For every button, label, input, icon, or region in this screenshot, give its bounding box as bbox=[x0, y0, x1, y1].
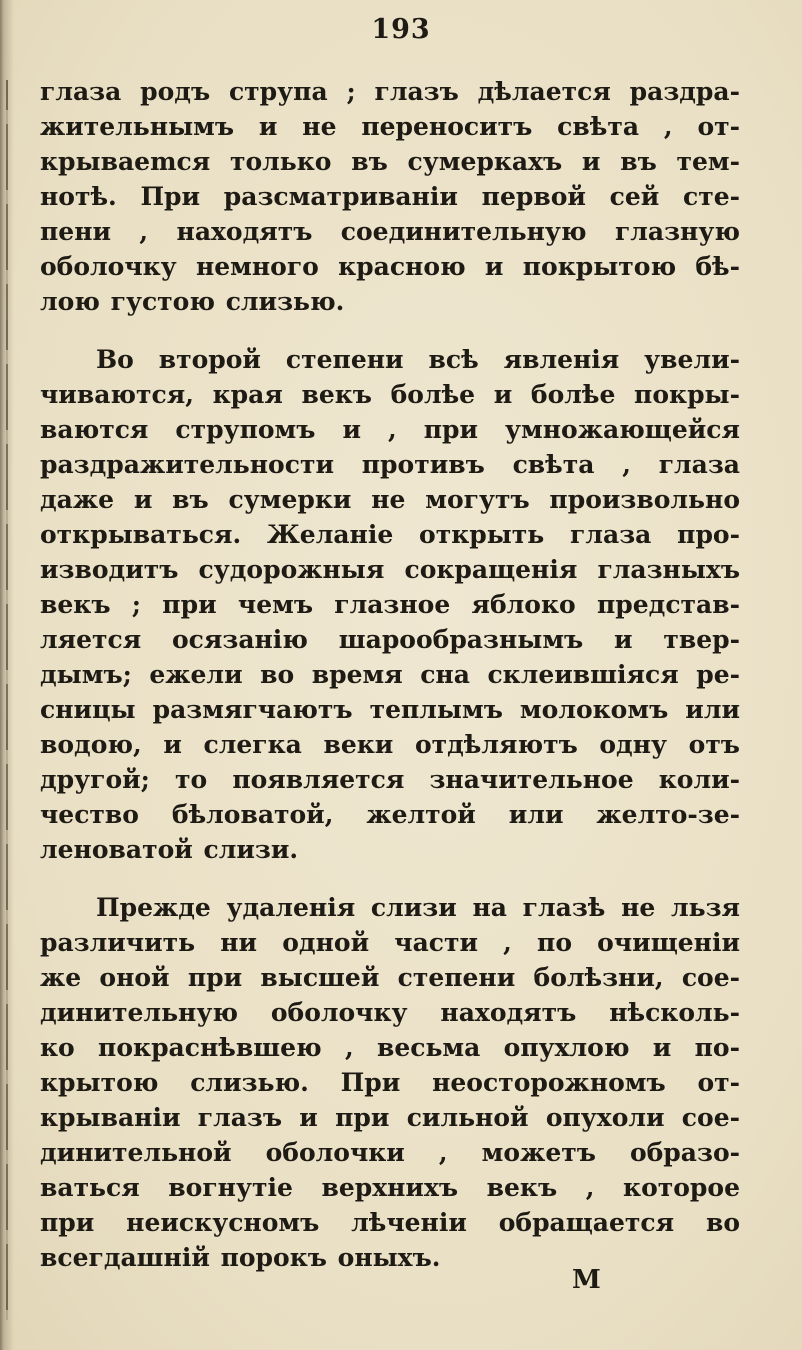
text-line: крытою слизью. При неосторожномъ от- bbox=[40, 1068, 740, 1097]
page-number: 193 bbox=[371, 14, 431, 45]
paragraph-gap bbox=[40, 319, 740, 342]
text-line: другой; то появляется значительное коли- bbox=[40, 765, 740, 794]
text-line: динительную оболочку находятъ нѣсколь- bbox=[40, 998, 740, 1027]
text-line: изводитъ судорожныя сокращенiя глазныхъ bbox=[40, 555, 740, 584]
paragraph-1 bbox=[40, 74, 740, 319]
text-line: чиваются, края векъ болѣе и болѣе покры- bbox=[40, 380, 740, 409]
text-line: ваться вогнутiе верхнихъ векъ , которое bbox=[40, 1173, 740, 1202]
text-line: сницы размягчаютъ теплымъ молокомъ или bbox=[40, 695, 740, 724]
text-line: динительной оболочки , можетъ образо- bbox=[40, 1138, 740, 1167]
text-line: крыванiи глазъ и при сильной опухоли сое- bbox=[40, 1103, 740, 1132]
text-line: крываеmся только въ сумеркахъ и въ тем- bbox=[40, 147, 740, 176]
text-line: Во второй степени всѣ явленiя увели- bbox=[96, 345, 740, 374]
paragraph-gap bbox=[40, 867, 740, 890]
text-line: даже и въ сумерки не могутъ произвольно bbox=[40, 485, 740, 514]
text-line: нотѣ. При разсматриванiи первой сей сте- bbox=[40, 182, 740, 211]
text-line: леноватой слизи. bbox=[40, 835, 299, 864]
text-line: векъ ; при чемъ глазное яблоко представ- bbox=[40, 590, 740, 619]
text-line: ко покраснѣвшею , весьма опухлою и по- bbox=[40, 1033, 740, 1062]
binding-edge bbox=[6, 80, 8, 1320]
text-line: различить ни одной части , по очищенiи bbox=[40, 928, 740, 957]
text-line: ляется осязанiю шарообразнымъ и твер- bbox=[40, 625, 740, 654]
text-line: лою густою слизью. bbox=[40, 287, 345, 316]
text-line: ваются струпомъ и , при умножающейся bbox=[40, 415, 740, 444]
text-line: дымъ; ежели во время сна склеившiяся ре- bbox=[40, 660, 740, 689]
text-line: раздражительности противъ свѣта , глаза bbox=[40, 450, 740, 479]
body-text bbox=[40, 74, 740, 1275]
text-line: при неискусномъ лѣченiи обращается во bbox=[40, 1208, 740, 1237]
text-line: оболочку немного красною и покрытою бѣ- bbox=[40, 252, 740, 281]
text-line: Прежде удаленiя слизи на глазѣ не льзя bbox=[96, 893, 740, 922]
text-line: же оной при высшей степени болѣзни, сое- bbox=[40, 963, 740, 992]
text-line: всегдашнiй порокъ оныхъ. bbox=[40, 1243, 441, 1272]
text-line: чество бѣловатой, желтой или желто-зе- bbox=[40, 800, 740, 829]
paragraph-3 bbox=[40, 890, 740, 1275]
text-line: глаза родъ струпа ; глазъ дѣлается раздра- bbox=[40, 77, 740, 106]
paragraph-2 bbox=[40, 342, 740, 867]
text-line: пени , находятъ соединительную глазную bbox=[40, 217, 740, 246]
signature-mark: М bbox=[572, 1265, 601, 1295]
text-line: открываться. Желанiе открыть глаза про- bbox=[40, 520, 740, 549]
text-line: жительнымъ и не переноситъ свѣта , от- bbox=[40, 112, 740, 141]
text-line: водою, и слегка веки отдѣляютъ одну отъ bbox=[40, 730, 740, 759]
